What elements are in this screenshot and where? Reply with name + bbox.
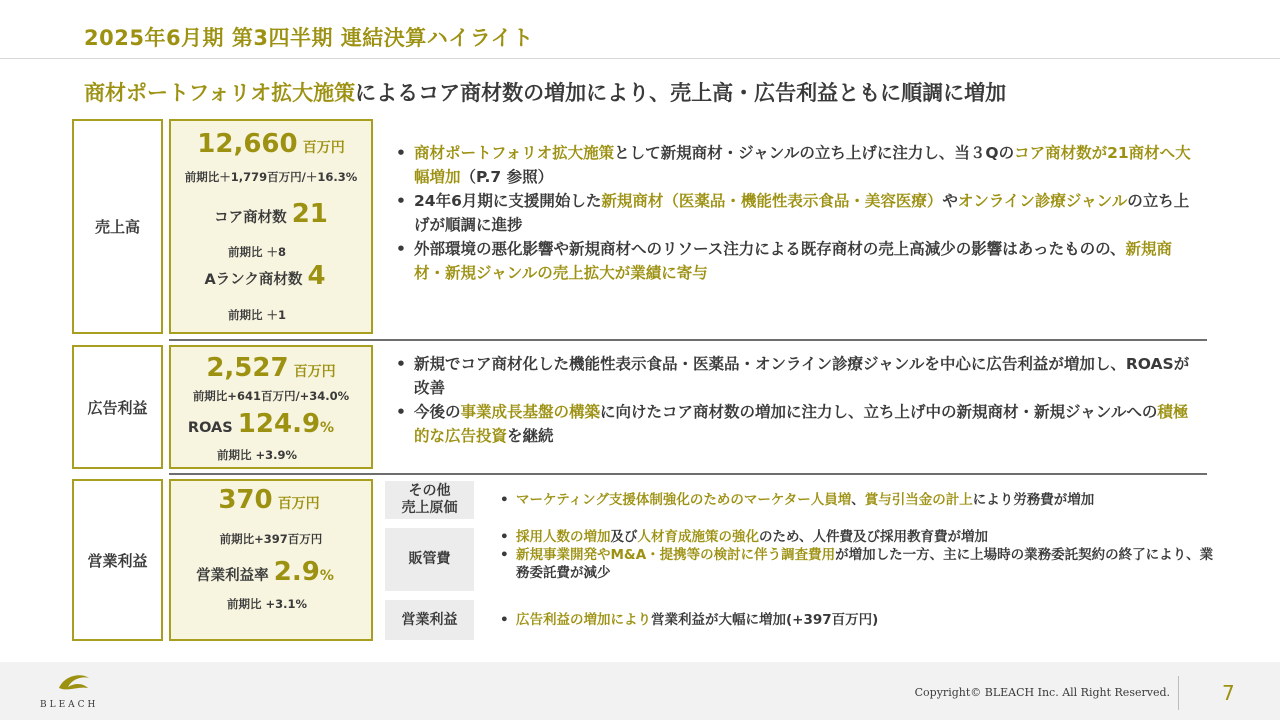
bullet-item	[496, 491, 1226, 509]
page-number: 7	[1222, 681, 1235, 705]
bullet-item	[392, 189, 1192, 237]
highlight-text: 新規商材（医薬品・機能性表示食品・美容医療）	[601, 192, 943, 210]
headline	[84, 77, 1006, 107]
roas-unit: %	[320, 420, 335, 436]
roas-yoy: 前期比 +3.9%	[216, 448, 298, 462]
highlight-text: コア商材数が21商材へ大幅増加	[414, 144, 1191, 186]
page-title: 2025年6月期 第3四半期 連結決算ハイライト	[84, 26, 534, 50]
core-count-label: コア商材数	[214, 210, 287, 226]
ad-profit-unit: 百万円	[293, 364, 336, 380]
body-text: に向けたコア商材数の増加に注力し、立ち上げ中の新規商材・新規ジャンルへの	[600, 403, 1158, 421]
core-count-yoy: 前期比 ＋8	[227, 245, 286, 259]
ad-profit-value: 2,527	[206, 353, 289, 383]
op-profit-yoy: 前期比+397百万円	[219, 532, 323, 546]
tag-other-cost-line1: その他	[408, 483, 451, 499]
body-text: として新規商材・ジャンルの立ち上げに注力し、当３Qの	[614, 144, 1015, 162]
body-text: 及び	[610, 529, 638, 545]
highlight-text: オンライン診療ジャンル	[957, 192, 1128, 210]
core-count-line	[171, 199, 371, 229]
arank-value: 4	[307, 261, 326, 291]
op-margin-value: 2.9	[273, 557, 320, 587]
body-text: の立ち上げが順調に進捗	[414, 192, 1190, 234]
bullet-item	[496, 528, 1226, 546]
highlight-text: 積極的な広告投資	[414, 403, 1189, 445]
bullet-item	[392, 352, 1192, 400]
bullet-item	[496, 611, 1226, 629]
body-text: を継続	[507, 427, 554, 445]
headline-rest: によるコア商材数の増加により、売上高・広告利益ともに順調に増加	[355, 81, 1007, 105]
tag-op-profit	[385, 600, 474, 640]
op-profit-label-box	[72, 479, 163, 641]
bleach-logo-mark	[56, 670, 92, 696]
highlight-text: 事業成長基盤の構築	[460, 403, 601, 421]
body-text: が増加した一方、主に上場時の業務委託契約の終了により、業務委託費が減少	[516, 547, 1214, 581]
ad-profit-bullets	[392, 352, 1192, 448]
arank-label: Aランク商材数	[204, 272, 303, 288]
highlight-text: 新規商材・新規ジャンルの売上拡大が業績に寄与	[414, 240, 1172, 282]
other-cost-bullets	[496, 491, 1226, 509]
headline-highlight: 商材ポートフォリオ拡大施策	[84, 81, 356, 105]
highlight-text: 賞与引当金の計上	[864, 492, 973, 508]
body-text: 、	[851, 492, 865, 508]
body-text: 営業利益が大幅に増加(+397百万円)	[651, 612, 879, 628]
bullet-item	[392, 237, 1192, 285]
highlight-text: マーケティング支援体制強化のためのマーケター人員増	[516, 492, 852, 508]
op-profit-bullets	[496, 611, 1226, 629]
op-margin-unit: %	[319, 568, 334, 584]
sales-label-box	[72, 119, 163, 334]
arank-line	[165, 261, 365, 291]
body-text: （P.7 参照）	[460, 168, 554, 186]
ad-profit-value-line	[171, 353, 371, 383]
roas-value: 124.9	[237, 409, 321, 439]
sales-unit: 百万円	[302, 140, 345, 156]
highlight-text: 採用人数の増加	[516, 529, 611, 545]
body-text: 外部環境の悪化影響や新規商材へのリソース注力による既存商材の売上高減少の影響はあったものの、	[414, 240, 1126, 258]
tag-other-cost	[385, 481, 474, 519]
sales-yoy: 前期比＋1,779百万円/＋16.3%	[184, 170, 358, 184]
highlight-text: 商材ポートフォリオ拡大施策	[414, 144, 615, 162]
op-margin-label: 営業利益率	[196, 568, 269, 584]
roas-line	[161, 409, 361, 439]
body-text: のため、人件費及び採用教育費が増加	[759, 529, 988, 545]
tag-other-cost-line2: 売上原価	[401, 500, 458, 516]
core-count-value: 21	[291, 199, 328, 229]
ad-profit-yoy: 前期比+641百万円/+34.0%	[192, 389, 350, 403]
ad-profit-metric-box	[169, 345, 373, 469]
separator	[169, 473, 1207, 475]
sales-metric-box	[169, 119, 373, 334]
op-margin-yoy: 前期比 +3.1%	[226, 597, 308, 611]
copyright: Copyright© BLEACH Inc. All Right Reserved.	[914, 686, 1170, 699]
sales-bullets	[392, 141, 1192, 285]
tag-sga-label: 販管費	[408, 551, 451, 567]
body-text: や	[942, 192, 958, 210]
body-text: により労務費が増加	[972, 492, 1095, 508]
roas-label: ROAS	[187, 420, 233, 436]
highlight-text: 広告利益の増加により	[516, 612, 651, 628]
body-text: 新規でコア商材化した機能性表示食品・医薬品・オンライン診療ジャンルを中心に広告利益が増加し、ROASが改善	[414, 355, 1190, 397]
op-profit-label: 営業利益	[87, 551, 148, 570]
bullet-item	[496, 546, 1226, 582]
body-text: 今後の	[414, 403, 461, 421]
bullet-item	[392, 141, 1192, 189]
highlight-text: 新規事業開発やM&A・提携等の検討に伴う調査費用	[516, 547, 836, 563]
highlight-text: 人材育成施策の強化	[637, 529, 759, 545]
op-profit-value: 370	[218, 485, 273, 515]
sga-bullets	[496, 528, 1226, 582]
op-profit-metric-box	[169, 479, 373, 641]
ad-profit-label: 広告利益	[87, 398, 148, 417]
op-margin-line	[165, 557, 365, 587]
sales-value: 12,660	[197, 129, 298, 159]
tag-sga	[385, 528, 474, 591]
arank-yoy: 前期比 ＋1	[227, 308, 286, 322]
footer-divider	[1178, 676, 1179, 710]
bullet-item	[392, 400, 1192, 448]
logo-text: BLEACH	[40, 700, 99, 710]
sales-label: 売上高	[94, 218, 140, 236]
separator	[169, 339, 1207, 341]
sales-value-line	[171, 129, 371, 159]
op-profit-value-line	[169, 485, 369, 515]
tag-op-profit-label: 営業利益	[401, 611, 458, 628]
ad-profit-label-box	[72, 345, 163, 469]
body-text: 24年6月期に支援開始した	[414, 192, 602, 210]
op-profit-unit: 百万円	[277, 496, 320, 512]
